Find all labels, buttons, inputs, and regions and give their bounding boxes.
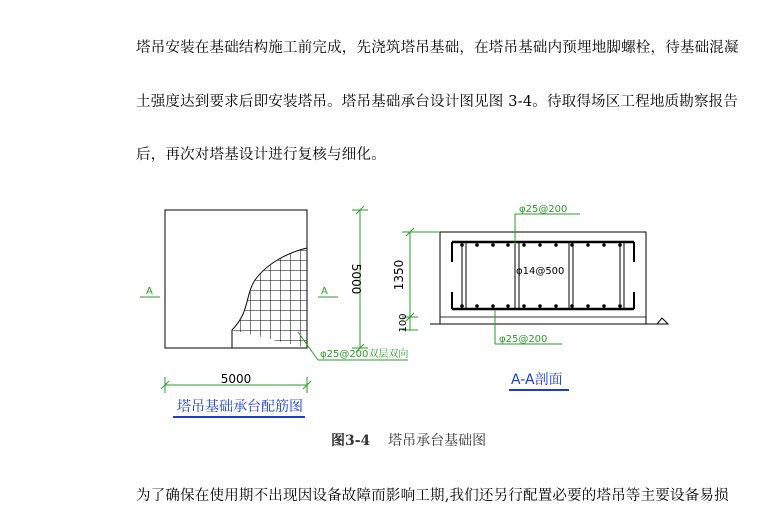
section-view [392, 204, 668, 390]
section-title: A-A剖面 [511, 372, 563, 388]
figure-number: 图3-4 [331, 433, 371, 449]
body-text-line-1: 塔吊安装在基础结构施工前完成，先浇筑塔吊基础，在塔吊基础内预埋地脚螺栓，待基础混凝 [136, 40, 739, 56]
plan-title: 塔吊基础承台配筋图 [177, 399, 303, 415]
body-text-line-4: 为了确保在使用期不出现因设备故障而影响工期,我们还另行配置必要的塔吊等主要设备易损 [136, 488, 729, 504]
section-stirrup-label: φ14@500 [516, 266, 565, 277]
rebar-grid-hatch [230, 245, 310, 350]
section-mark-right: A [321, 286, 328, 297]
figure-caption-text: 塔吊承台基础图 [388, 433, 487, 449]
section-mark-left: A [146, 286, 153, 297]
body-text-line-2: 土强度达到要求后即安装塔吊。塔吊基础承台设计图见图 3-4。待取得场区工程地质勘察报告 [136, 94, 739, 110]
figure-caption [331, 430, 486, 450]
section-dim-cover: 100 [398, 313, 409, 333]
section-bottom-rebar-label: φ25@200 [499, 334, 548, 345]
plan-dim-width: 5000 [220, 372, 252, 386]
section-dim-height: 1350 [392, 259, 406, 291]
body-text-line-3: 后，再次对塔基设计进行复核与细化。 [136, 147, 386, 163]
plan-dim-height: 5000 [349, 263, 363, 295]
plan-rebar-note: φ25@200双层双向 [320, 349, 409, 360]
section-top-rebar-label: φ25@200 [519, 204, 568, 215]
plan-view [140, 206, 408, 417]
